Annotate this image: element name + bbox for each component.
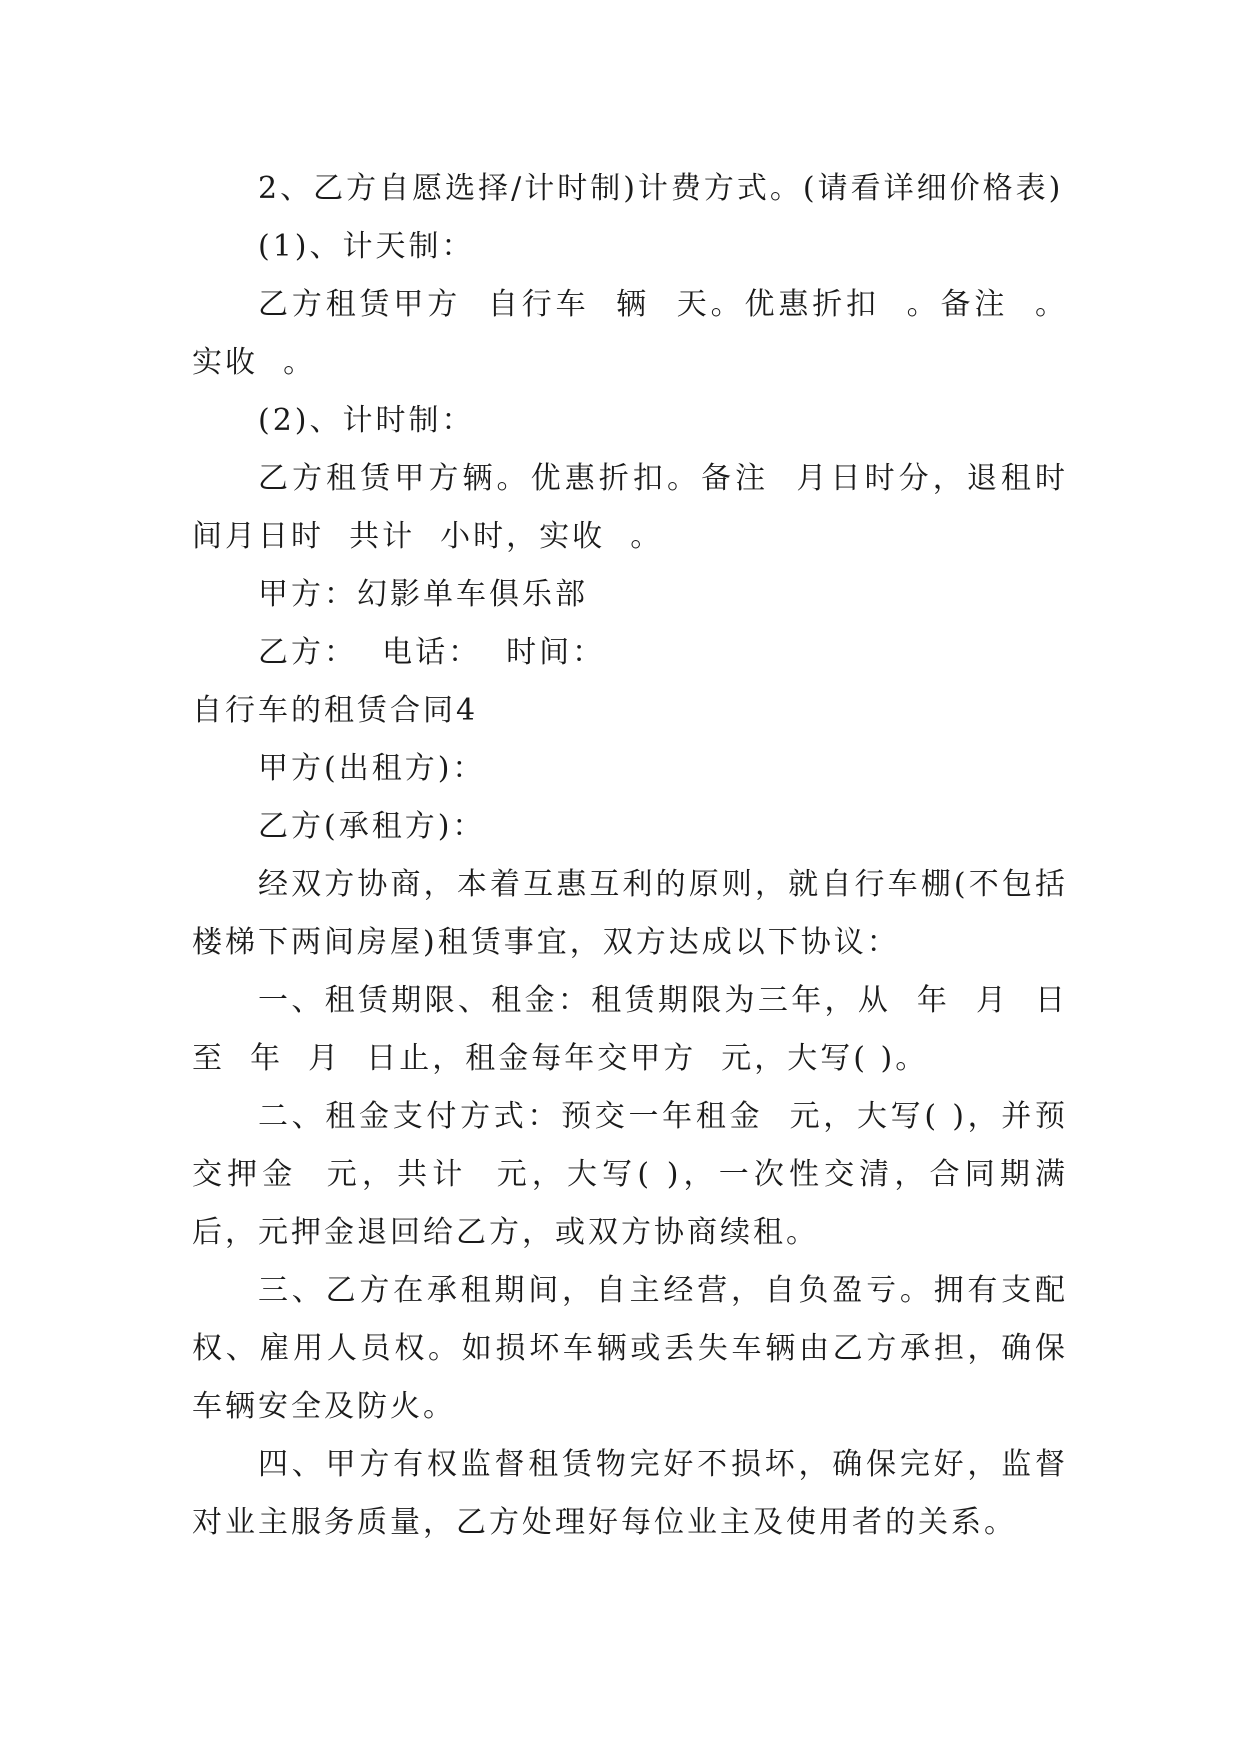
paragraph-lessee: 乙方(承租方)： — [258, 809, 486, 844]
paragraph-party-a: 甲方：幻影单车俱乐部 — [258, 577, 588, 612]
section-title: 自行车的租赁合同4 — [192, 693, 479, 728]
paragraph-hourly-heading: (2)、计时制： — [258, 403, 475, 438]
clause-term-rent: 一、租赁期限、租金：租赁期限为三年，从 年 月 日至 年 月 日止，租金每年交甲方 元，大写( )。 — [192, 983, 1068, 1076]
clause-lessor-supervision: 四、甲方有权监督租赁物完好不损坏，确保完好，监督对业主服务质量，乙方处理好每位业主及使用者的关系。 — [192, 1447, 1068, 1540]
paragraph-agreement-intro: 经双方协商，本着互惠互利的原则，就自行车棚(不包括楼梯下两间房屋)租赁事宜，双方达成以下协议： — [192, 867, 1068, 960]
paragraph-billing-choice: 2、乙方自愿选择/计时制)计费方式。(请看详细价格表) — [258, 171, 1064, 206]
paragraph-hourly-terms: 乙方租赁甲方辆。优惠折扣。备注 月日时分，退租时间月日时 共计 小时，实收 。 — [192, 461, 1068, 554]
paragraph-lessor: 甲方(出租方)： — [258, 751, 486, 786]
document-page — [192, 160, 1068, 1552]
paragraph-party-b-contact: 乙方： 电话： 时间： — [258, 635, 606, 670]
paragraph-daily-heading: (1)、计天制： — [258, 229, 475, 264]
clause-payment: 二、租金支付方式：预交一年租金 元，大写( )，并预交押金 元，共计 元，大写( )，一次性交清，合同期满后，元押金退回给乙方，或双方协商续租。 — [192, 1099, 1068, 1250]
clause-lessee-rights: 三、乙方在承租期间，自主经营，自负盈亏。拥有支配权、雇用人员权。如损坏车辆或丢失车辆由乙方承担，确保车辆安全及防火。 — [192, 1273, 1068, 1424]
paragraph-daily-terms: 乙方租赁甲方 自行车 辆 天。优惠折扣 。备注 。实收 。 — [192, 287, 1068, 380]
